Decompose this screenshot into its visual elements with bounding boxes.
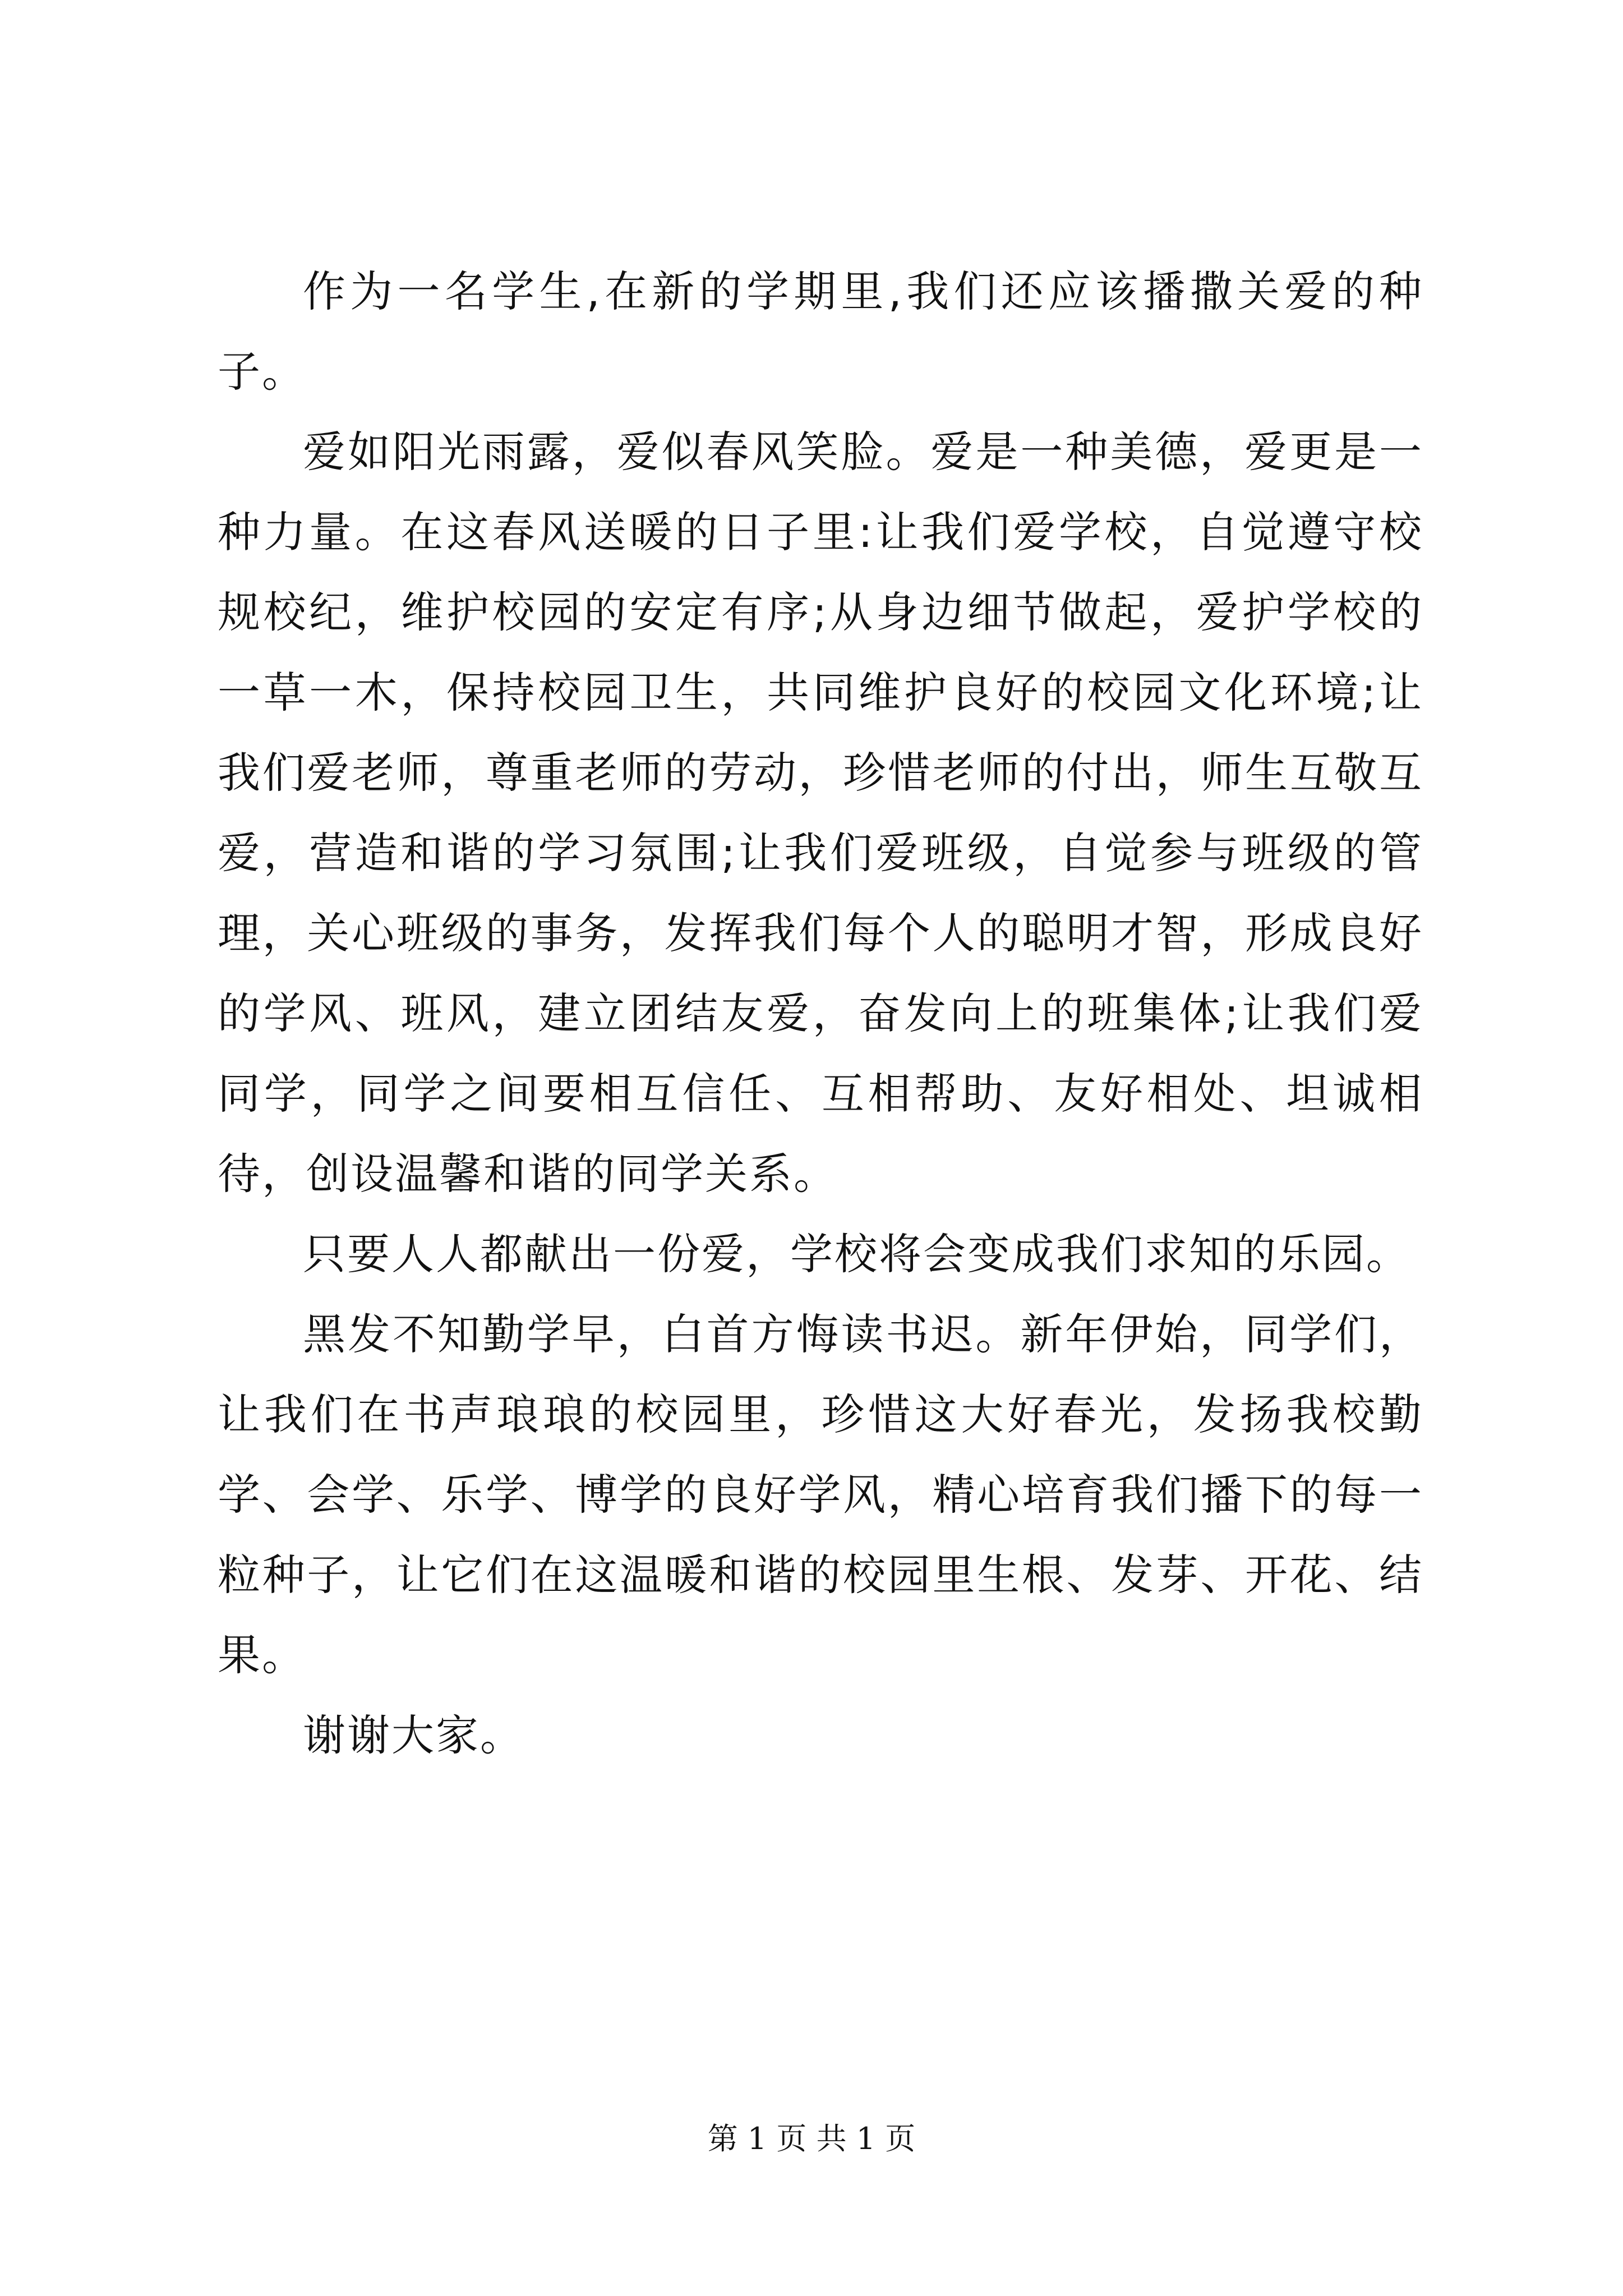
paragraph-2: 爱如阳光雨露，爱似春风笑脸。爱是一种美德，爱更是一种力量。在这春风送暖的日子里:让我们爱学校，自觉遵守校规校纪，维护校园的安定有序;从身边细节做起，爱护学校的一草一木，保持校园卫生，共同维护良好的校园文化环境;让我们爱老师，尊重老师的劳动，珍惜老师的付出，师生互敬互爱，营造和谐的学习氛围;让我们爱班级，自觉参与班级的管理，关心班级的事务，发挥我们每个人的聪明才智，形成良好的学风、班风，建立团结友爱，奋发向上的班集体;让我们爱同学，同学之间要相互信任、互相帮助、友好相处、坦诚相待，创设温馨和谐的同学关系。 <box>218 427 1423 1199</box>
paragraph-4: 黑发不知勤学早，白首方悔读书迟。新年伊始，同学们，让我们在书声琅琅的校园里，珍惜这大好春光，发扬我校勤学、会学、乐学、博学的良好学风，精心培育我们播下的每一粒种子，让它们在这温暖和谐的校园里生根、发芽、开花、结果。 <box>218 1309 1423 1680</box>
paragraph-1: 作为一名学生,在新的学期里,我们还应该播撒关爱的种子。 <box>218 266 1423 397</box>
paragraph-3: 只要人人都献出一份爱，学校将会变成我们求知的乐园。 <box>303 1229 1410 1279</box>
paragraph-5: 谢谢大家。 <box>303 1710 524 1760</box>
document-body <box>218 251 1423 1775</box>
page-footer: 第 1 页 共 1 页 <box>707 2121 916 2156</box>
